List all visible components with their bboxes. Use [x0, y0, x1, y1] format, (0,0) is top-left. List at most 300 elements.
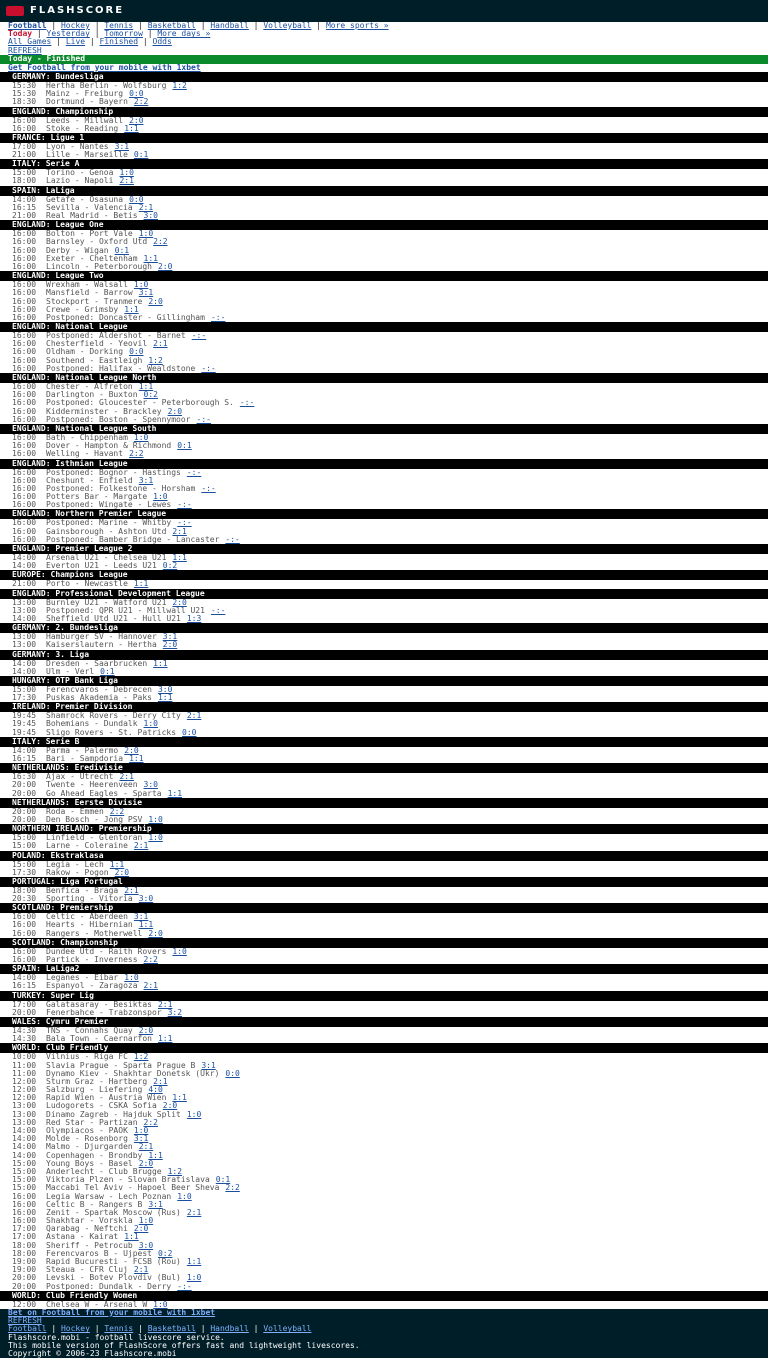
league-header[interactable]: ENGLAND: Professional Development League — [0, 589, 768, 599]
match-score-link[interactable]: 3:1 — [138, 476, 154, 485]
match-time: 14:30 — [12, 1035, 37, 1044]
mode-all[interactable]: All Games — [8, 38, 52, 47]
match-row — [0, 82, 768, 90]
mode-finished[interactable]: Finished — [99, 38, 139, 47]
match-score-link[interactable]: 2:1 — [172, 527, 187, 536]
match-teams: Lyon - Nantes — [46, 142, 109, 151]
match-time: 15:00 — [12, 169, 37, 178]
match-row — [0, 834, 768, 842]
match-score-link[interactable]: 3:1 — [133, 913, 149, 922]
match-time: 20:00 — [12, 815, 37, 824]
match-score-link[interactable]: 1:1 — [129, 755, 144, 763]
match-score-link[interactable]: 1:0 — [124, 974, 139, 983]
league-header[interactable]: ITALY: Serie B — [0, 737, 768, 747]
match-row — [0, 314, 768, 322]
nav-hockey[interactable]: Hockey — [60, 22, 90, 30]
league-header[interactable]: EUROPE: Champions League — [0, 570, 768, 580]
match-score-link[interactable]: 0:1 — [177, 442, 192, 451]
match-time: 12:00 — [12, 1300, 37, 1309]
day-more[interactable]: More days » — [157, 30, 211, 39]
match-score-link[interactable]: 2:1 — [186, 1208, 202, 1217]
league-header[interactable]: ENGLAND: League Two — [0, 271, 768, 281]
match-time: 10:00 — [12, 1053, 37, 1062]
match-row — [0, 1111, 768, 1119]
match-time: 14:00 — [12, 1135, 37, 1144]
match-score-link[interactable]: 1:1 — [167, 789, 183, 798]
match-teams: Kaiserslautern - Hertha — [46, 641, 157, 650]
match-teams: Vilnius - Riga FC — [46, 1053, 128, 1062]
nav-more-sports[interactable]: More sports » — [325, 22, 389, 30]
match-teams: Sporting - Vitoria — [46, 895, 133, 904]
match-score-link[interactable]: 1:0 — [138, 1217, 154, 1226]
match-score-link[interactable]: 2:2 — [129, 450, 144, 459]
match-score-link[interactable]: 2:0 — [129, 116, 144, 125]
match-score-link[interactable]: 3:0 — [143, 781, 158, 790]
match-time: 15:00 — [12, 834, 37, 843]
match-row — [0, 1176, 768, 1184]
refresh-link[interactable]: REFRESH — [8, 46, 42, 55]
footer-nav-volleyball[interactable]: Volleyball — [263, 1325, 312, 1334]
league-header[interactable]: ENGLAND: Isthmian League — [0, 459, 768, 469]
match-score-link[interactable]: -:- — [177, 519, 192, 528]
match-score-link[interactable]: 2:1 — [119, 177, 134, 186]
match-score-link[interactable]: -:- — [239, 399, 255, 408]
match-teams: Celtic - Aberdeen — [46, 913, 128, 922]
match-score-link[interactable]: 2:0 — [133, 1225, 149, 1234]
match-time: 16:00 — [12, 947, 37, 956]
match-score-link[interactable]: 2:1 — [119, 773, 134, 782]
match-row — [0, 816, 768, 824]
match-teams: Derby - Wigan — [46, 246, 109, 255]
match-score-link[interactable]: 3:0 — [138, 895, 154, 904]
mode-live[interactable]: Live — [65, 38, 86, 47]
promo-link[interactable]: Get Football from your mobile with 1xbet — [8, 63, 201, 72]
match-time: 15:00 — [12, 685, 37, 694]
match-score-link[interactable]: 2:0 — [162, 1102, 178, 1111]
league-header[interactable]: ENGLAND: Premier League 2 — [0, 544, 768, 554]
match-row — [0, 1201, 768, 1209]
match-row — [0, 1242, 768, 1250]
match-row — [0, 90, 768, 98]
match-score-link[interactable]: 3:0 — [157, 685, 173, 694]
match-row — [0, 98, 768, 106]
match-score-link[interactable]: 2:0 — [172, 598, 187, 607]
match-score-link[interactable]: 2:2 — [143, 1118, 158, 1127]
match-score-link[interactable]: 1:0 — [186, 1274, 202, 1283]
match-score-link[interactable]: 1:0 — [143, 720, 158, 729]
match-row — [0, 607, 768, 615]
match-row — [0, 781, 768, 789]
match-score-link[interactable]: 2:1 — [138, 203, 154, 212]
league-header[interactable]: WORLD: Club Friendly — [0, 1043, 768, 1053]
match-score-link[interactable]: 1:1 — [157, 694, 173, 703]
match-score-link[interactable]: 0:0 — [225, 1069, 240, 1078]
match-score-link[interactable]: 1:0 — [133, 281, 149, 290]
logo-icon[interactable] — [6, 6, 24, 16]
match-score-link[interactable]: -:- — [177, 501, 192, 510]
match-row — [0, 913, 768, 921]
match-teams: Cheshunt - Enfield — [46, 476, 133, 485]
footer-nav-handball[interactable]: Handball — [210, 1325, 249, 1334]
match-teams: Postponed: Bognor - Hastings — [46, 468, 181, 477]
match-score-link[interactable]: 2:1 — [143, 982, 158, 991]
match-time: 15:30 — [12, 90, 37, 99]
league-header[interactable]: ENGLAND: Championship — [0, 107, 768, 117]
league-header[interactable]: WORLD: Club Friendly Women — [0, 1291, 768, 1301]
match-time: 14:00 — [12, 554, 37, 562]
match-row — [0, 1062, 768, 1070]
match-score-link[interactable]: 1:1 — [124, 1233, 139, 1242]
match-score-link[interactable]: 1:1 — [109, 860, 125, 869]
match-score-link[interactable]: 3:1 — [201, 1061, 216, 1070]
day-tomorrow[interactable]: Tomorrow — [104, 30, 143, 39]
match-time: 16:00 — [12, 254, 37, 263]
match-row — [0, 633, 768, 641]
match-row — [0, 289, 768, 297]
league-header[interactable]: SPAIN: LaLiga — [0, 186, 768, 196]
match-time: 16:00 — [12, 1200, 37, 1209]
match-teams: Sligo Rovers - St. Patricks — [46, 728, 177, 737]
match-time: 15:00 — [12, 1167, 37, 1176]
match-time: 14:00 — [12, 614, 37, 623]
match-teams: Postponed: Marine - Whitby — [46, 519, 172, 528]
league-header[interactable]: GERMANY: Bundesliga — [0, 72, 768, 82]
match-score-link[interactable]: 1:0 — [148, 834, 163, 843]
match-teams: Fenerbahce - Trabzonspor — [46, 1008, 162, 1017]
match-row — [0, 255, 768, 263]
match-teams: Copenhagen - Brondby — [46, 1151, 143, 1160]
match-teams: Sheffield Utd U21 - Hull U21 — [46, 614, 181, 623]
match-row — [0, 357, 768, 365]
refresh-row — [0, 47, 768, 55]
league-header[interactable]: SCOTLAND: Premiership — [0, 903, 768, 913]
match-score-link[interactable]: 1:2 — [148, 356, 163, 365]
footer-copyright: Copyright © 2006-23 Flashscore.mobi — [8, 1349, 177, 1358]
match-score-link[interactable]: 0:0 — [182, 728, 197, 737]
match-score-link[interactable]: 1:0 — [153, 493, 168, 502]
match-teams: Malmo - Djurgarden — [46, 1143, 133, 1152]
match-row — [0, 1266, 768, 1274]
match-score-link[interactable]: -:- — [186, 468, 202, 477]
league-header[interactable]: WALES: Cymru Premier — [0, 1017, 768, 1027]
match-row — [0, 982, 768, 990]
match-row — [0, 477, 768, 485]
match-time: 20:00 — [12, 807, 37, 816]
match-time: 16:00 — [12, 289, 37, 298]
match-score-link[interactable]: -:- — [191, 332, 207, 341]
match-score-link[interactable]: 0:0 — [129, 348, 144, 357]
match-score-link[interactable]: 4:0 — [148, 1086, 163, 1095]
match-row — [0, 747, 768, 755]
match-time: 16:00 — [12, 415, 37, 424]
match-score-link[interactable]: 3:1 — [138, 289, 154, 298]
match-score-link[interactable]: 0:2 — [162, 562, 178, 571]
match-row — [0, 641, 768, 649]
match-score-link[interactable]: 1:2 — [172, 81, 187, 90]
match-row — [0, 1102, 768, 1110]
match-score-link[interactable]: 3:0 — [138, 1241, 154, 1250]
match-time: 12:00 — [12, 1077, 37, 1086]
league-header[interactable]: NETHERLANDS: Eerste Divisie — [0, 798, 768, 808]
match-score-link[interactable]: 3:1 — [133, 1135, 149, 1144]
match-score-link[interactable]: 2:2 — [143, 956, 158, 964]
match-score-link[interactable]: 0:2 — [157, 1249, 173, 1258]
match-score-link[interactable]: 1:1 — [138, 383, 154, 391]
match-score-link[interactable]: 1:1 — [186, 1258, 202, 1266]
match-row — [0, 434, 768, 442]
match-teams: Viktoria Plzen - Slovan Bratislava — [46, 1176, 210, 1185]
match-row — [0, 1009, 768, 1017]
match-score-link[interactable]: 1:1 — [133, 580, 149, 589]
match-score-link[interactable]: 2:2 — [109, 807, 125, 816]
match-teams: Porto - Newcastle — [46, 580, 128, 589]
match-score-link[interactable]: 1:0 — [133, 1127, 149, 1135]
match-row — [0, 1035, 768, 1043]
match-time: 21:00 — [12, 151, 37, 160]
league-header[interactable]: HUNGARY: OTP Bank Liga — [0, 676, 768, 686]
footer-nav-hockey[interactable]: Hockey — [60, 1325, 90, 1334]
match-row — [0, 204, 768, 212]
match-score-link[interactable]: 2:1 — [186, 712, 202, 721]
match-score-link[interactable]: 2:0 — [157, 262, 173, 271]
match-row — [0, 562, 768, 570]
match-score-link[interactable]: 1:0 — [133, 433, 149, 442]
match-teams: Stoke - Reading — [46, 124, 119, 133]
match-score-link[interactable]: 1:0 — [153, 1300, 168, 1309]
match-row — [0, 1250, 768, 1258]
match-score-link[interactable]: 0:1 — [133, 151, 149, 160]
footer-promo-link[interactable]: Bet on Football from your mobile with 1xbet — [8, 1308, 216, 1317]
match-time: 16:00 — [12, 124, 37, 133]
match-score-link[interactable]: -:- — [210, 313, 226, 322]
footer-refresh-link[interactable]: REFRESH — [8, 1317, 42, 1326]
match-score-link[interactable]: 2:0 — [148, 929, 163, 938]
match-row — [0, 773, 768, 781]
match-score-link[interactable]: 1:0 — [138, 230, 154, 239]
league-header[interactable]: ENGLAND: National League — [0, 322, 768, 332]
match-teams: Stockport - Tranmere — [46, 297, 143, 306]
match-time: 14:00 — [12, 195, 37, 204]
match-score-link[interactable]: 2:0 — [138, 1159, 154, 1168]
match-teams: Postponed: QPR U21 - Millwall U21 — [46, 606, 205, 615]
match-score-link[interactable]: 1:1 — [172, 554, 187, 562]
match-score-link[interactable]: 3:1 — [114, 142, 130, 151]
match-time: 16:00 — [12, 356, 37, 365]
match-score-link[interactable]: 0:0 — [129, 195, 144, 204]
match-row — [0, 887, 768, 895]
league-header[interactable]: ENGLAND: League One — [0, 220, 768, 230]
match-time: 16:00 — [12, 433, 37, 442]
league-header[interactable]: PORTUGAL: Liga Portugal — [0, 877, 768, 887]
match-score-link[interactable]: 3:1 — [148, 1200, 163, 1209]
match-row — [0, 528, 768, 536]
match-score-link[interactable]: 1:1 — [157, 1035, 173, 1044]
league-header[interactable]: ENGLAND: Northern Premier League — [0, 509, 768, 519]
league-header[interactable]: ENGLAND: National League North — [0, 373, 768, 383]
match-score-link[interactable]: -:- — [177, 1282, 192, 1291]
nav-volleyball[interactable]: Volleyball — [263, 22, 312, 30]
match-teams: Rakow - Pogon — [46, 868, 109, 877]
match-row — [0, 599, 768, 607]
match-score-link[interactable]: 2:1 — [153, 340, 168, 349]
match-teams: Olympiacos - PAOK — [46, 1127, 128, 1135]
match-score-link[interactable]: 0:2 — [143, 391, 158, 400]
match-teams: Den Bosch - Jong PSV — [46, 815, 143, 824]
day-yesterday[interactable]: Yesterday — [46, 30, 90, 39]
match-score-link[interactable]: 1:0 — [172, 947, 187, 956]
match-time: 16:00 — [12, 535, 37, 544]
match-time: 17:30 — [12, 868, 37, 877]
nav-basketball[interactable]: Basketball — [147, 22, 196, 30]
match-teams: Dundee Utd - Raith Rovers — [46, 947, 167, 956]
league-header[interactable]: SPAIN: LaLiga2 — [0, 964, 768, 974]
match-teams: Wrexham - Walsall — [46, 281, 128, 290]
league-header[interactable]: GERMANY: 2. Bundesliga — [0, 623, 768, 633]
nav-handball[interactable]: Handball — [210, 22, 249, 30]
match-score-link[interactable]: 0:1 — [114, 246, 130, 255]
match-score-link[interactable]: 2:1 — [138, 1143, 154, 1152]
match-teams: Ludogorets - CSKA Sofia — [46, 1102, 157, 1111]
match-score-link[interactable]: -:- — [210, 606, 226, 615]
match-score-link[interactable]: 1:1 — [138, 921, 154, 930]
match-row — [0, 1027, 768, 1035]
match-teams: Steaua - CFR Cluj — [46, 1266, 128, 1275]
match-score-link[interactable]: 2:0 — [114, 868, 130, 877]
match-time: 20:00 — [12, 781, 37, 790]
league-header[interactable]: NORTHERN IRELAND: Premiership — [0, 824, 768, 834]
match-teams: Postponed: Dundalk - Derry — [46, 1282, 172, 1291]
mode-odds[interactable]: Odds — [152, 38, 172, 47]
league-header[interactable]: GERMANY: 3. Liga — [0, 650, 768, 660]
match-score-link[interactable]: 2:1 — [124, 886, 139, 895]
match-teams: Parma - Palermo — [46, 746, 119, 755]
sport-nav: Football | Hockey | Tennis | Basketball | Handball | Volleyball | More sports » — [8, 22, 389, 30]
match-teams: Larne - Coleraine — [46, 842, 128, 851]
match-score-link[interactable]: 2:1 — [153, 1077, 168, 1086]
match-teams: Roda - Emmen — [46, 807, 104, 816]
match-score-link[interactable]: 2:0 — [138, 1026, 154, 1035]
match-score-link[interactable]: 2:0 — [162, 641, 178, 650]
match-row — [0, 169, 768, 177]
match-time: 19:45 — [12, 720, 37, 729]
league-header[interactable]: ENGLAND: National League South — [0, 424, 768, 434]
match-teams: Legia Warsaw - Lech Poznan — [46, 1192, 172, 1201]
footer-nav-football[interactable]: Football — [8, 1325, 47, 1334]
match-time: 13:00 — [12, 1110, 37, 1119]
match-score-link[interactable]: 1:1 — [124, 305, 139, 314]
match-score-link[interactable]: 2:0 — [167, 407, 183, 416]
match-score-link[interactable]: 1:0 — [148, 815, 163, 824]
league-header[interactable]: POLAND: Ekstraklasa — [0, 851, 768, 861]
match-time: 15:00 — [12, 1159, 37, 1168]
match-score-link[interactable]: 2:2 — [153, 238, 168, 247]
match-row — [0, 660, 768, 668]
match-score-link[interactable]: -:- — [196, 415, 211, 424]
footer-nav-basketball[interactable]: Basketball — [147, 1325, 196, 1334]
match-teams: Salzburg - Liefering — [46, 1086, 143, 1095]
match-score-link[interactable]: 1:1 — [143, 254, 158, 263]
match-teams: Real Madrid - Betis — [46, 212, 138, 220]
match-score-link[interactable]: 1:2 — [133, 1053, 149, 1062]
league-header[interactable]: IRELAND: Premier Division — [0, 702, 768, 712]
match-teams: Hamburger SV - Hannover — [46, 633, 157, 642]
match-teams: Postponed: Gloucester - Peterborough S. — [46, 399, 234, 408]
match-time: 16:00 — [12, 383, 37, 391]
match-row — [0, 1143, 768, 1151]
match-score-link[interactable]: 0:1 — [100, 667, 115, 676]
match-score-link[interactable]: 2:0 — [148, 297, 163, 306]
match-score-link[interactable]: 1:1 — [148, 1151, 163, 1160]
match-score-link[interactable]: 1:0 — [177, 1192, 192, 1201]
match-score-link[interactable]: 1:0 — [119, 169, 134, 178]
match-score-link[interactable]: 1:3 — [186, 614, 202, 623]
day-today[interactable]: Today — [8, 30, 33, 39]
league-header[interactable]: FRANCE: Ligue 1 — [0, 133, 768, 143]
match-score-link[interactable]: 1:1 — [153, 659, 168, 668]
match-score-link[interactable]: -:- — [201, 484, 216, 493]
match-row — [0, 1053, 768, 1061]
nav-football[interactable]: Football — [8, 22, 47, 30]
match-score-link[interactable]: 1:2 — [167, 1167, 183, 1176]
match-time: 16:00 — [12, 297, 37, 306]
match-score-link[interactable]: 1:1 — [172, 1094, 187, 1103]
match-row — [0, 1086, 768, 1094]
match-score-link[interactable]: 1:0 — [186, 1110, 202, 1119]
match-row — [0, 247, 768, 255]
match-score-link[interactable]: -:- — [201, 364, 216, 373]
match-time: 16:00 — [12, 313, 37, 322]
match-score-link[interactable]: 2:1 — [133, 1266, 149, 1275]
match-time: 14:00 — [12, 667, 37, 676]
match-teams: Mainz - Freiburg — [46, 90, 124, 99]
match-row — [0, 615, 768, 623]
league-header[interactable]: TURKEY: Super Lig — [0, 991, 768, 1001]
match-teams: Mansfield - Barrow — [46, 289, 133, 298]
match-time: 18:00 — [12, 886, 37, 895]
match-row — [0, 151, 768, 159]
match-row — [0, 340, 768, 348]
match-time: 16:00 — [12, 332, 37, 341]
league-header[interactable]: NETHERLANDS: Eredivisie — [0, 763, 768, 773]
footer-nav-tennis[interactable]: Tennis — [104, 1325, 134, 1334]
match-teams: Kidderminster - Brackley — [46, 407, 162, 416]
match-score-link[interactable]: 0:1 — [215, 1176, 231, 1185]
match-score-link[interactable]: 0:0 — [129, 90, 144, 99]
match-row — [0, 712, 768, 720]
match-score-link[interactable]: 2:1 — [157, 1000, 173, 1009]
match-score-link[interactable]: 2:2 — [133, 98, 149, 107]
match-score-link[interactable]: -:- — [225, 535, 240, 544]
match-score-link[interactable]: 3:0 — [143, 212, 158, 220]
league-header[interactable]: ITALY: Serie A — [0, 159, 768, 169]
match-score-link[interactable]: 3:1 — [162, 633, 178, 642]
match-teams: Benfica - Braga — [46, 886, 119, 895]
league-header[interactable]: SCOTLAND: Championship — [0, 938, 768, 948]
match-time: 16:15 — [12, 203, 37, 212]
nav-tennis[interactable]: Tennis — [104, 22, 134, 30]
league-list — [0, 72, 768, 1309]
match-row — [0, 1135, 768, 1143]
match-score-link[interactable]: 1:1 — [124, 124, 139, 133]
match-row — [0, 1094, 768, 1102]
match-score-link[interactable]: 2:1 — [133, 842, 149, 851]
match-row — [0, 1225, 768, 1233]
match-score-link[interactable]: 3:2 — [167, 1008, 183, 1017]
match-score-link[interactable]: 2:2 — [225, 1184, 240, 1193]
brand-logo[interactable]: FLASHSCORE — [30, 4, 125, 16]
match-time: 13:00 — [12, 1102, 37, 1111]
match-score-link[interactable]: 2:0 — [124, 746, 139, 755]
